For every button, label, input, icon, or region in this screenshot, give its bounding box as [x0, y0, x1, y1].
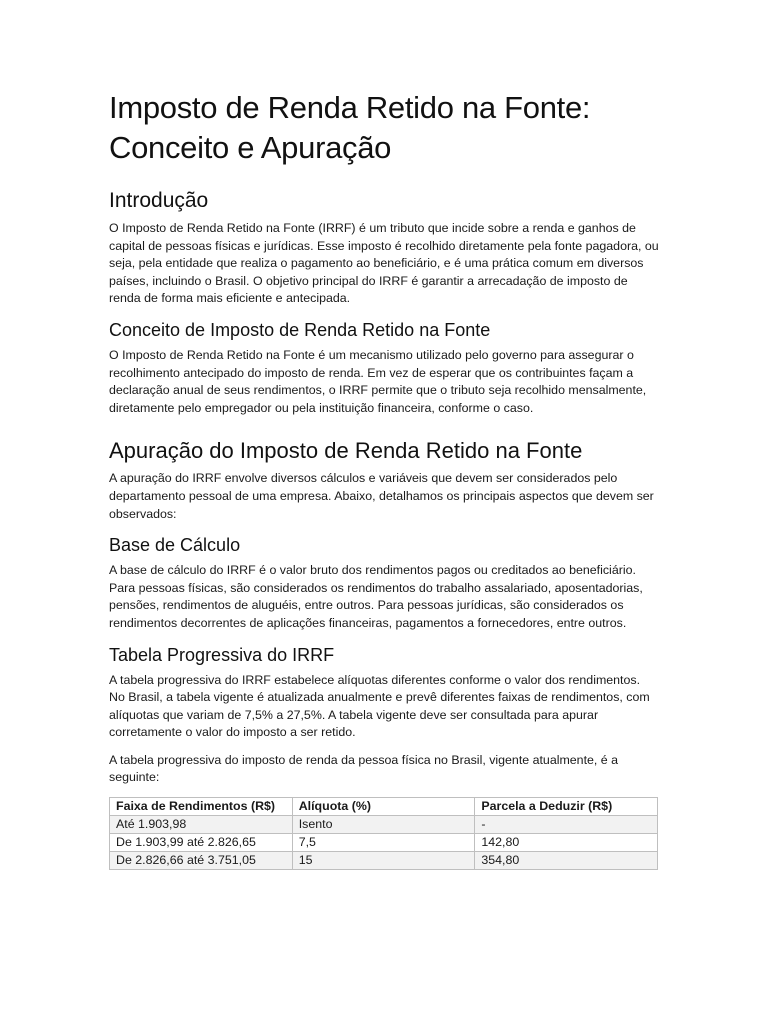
section-heading-introducao: Introdução [109, 189, 209, 212]
section-heading-base-calculo: Base de Cálculo [109, 535, 241, 556]
table-header-row [110, 798, 658, 816]
section-heading-conceito: Conceito de Imposto de Renda Retido na Fonte [109, 319, 491, 340]
paragraph: A tabela progressiva do imposto de renda da pessoa física no Brasil, vigente atualmente, é a seguinte: [109, 752, 619, 785]
section-heading-tabela: Tabela Progressiva do IRRF [109, 644, 335, 665]
table-row [110, 816, 658, 834]
document-title: Imposto de Renda Retido na Fonte: Conceito e Apuração [109, 90, 591, 165]
paragraph: O Imposto de Renda Retido na Fonte (IRRF) é um tributo que incide sobre a renda e ganhos de capital de pessoas físicas e jurídicas. Esse imposto é recolhido diretamente pela fonte pagadora, ou seja, pela entidade que realiza o pagamento ao beneficiário, e é uma prática comum em diversos países, incluindo o Brasil. O objetivo principal do IRRF é garantir a arrecadação de imposto de renda de forma mais eficiente e antecipada. [109, 221, 659, 306]
table-cell: 142,80 [475, 834, 658, 852]
table-header-cell: Parcela a Deduzir (R$) [475, 798, 658, 816]
paragraph: A apuração do IRRF envolve diversos cálculos e variáveis que devem ser considerados pelo departamento pessoal de uma empresa. Abaixo, detalhamos os principais aspectos que devem ser observados: [109, 471, 654, 521]
table-cell: De 1.903,99 até 2.826,65 [110, 834, 293, 852]
irrf-table [109, 797, 658, 870]
paragraph: O Imposto de Renda Retido na Fonte é um mecanismo utilizado pelo governo para assegurar o recolhimento antecipado do imposto de renda. Em vez de esperar que os contribuintes façam a declaração anual de seus rendimentos, o IRRF permite que o tributo seja recolhido mensalmente, diretamente pelo empregador ou pela instituição financeira, conforme o caso. [109, 347, 647, 415]
paragraph: A tabela progressiva do IRRF estabelece alíquotas diferentes conforme o valor dos rendimentos. No Brasil, a tabela vigente é atualizada anualmente e prevê diferentes faixas de rendimentos, com alíquotas que variam de 7,5% a 27,5%. A tabela vigente deve ser consultada para apurar corretamente o valor do imposto a ser retido. [109, 672, 650, 740]
table-cell: 7,5 [292, 834, 475, 852]
section-heading-apuracao: Apuração do Imposto de Renda Retido na Fonte [109, 438, 583, 464]
table-header-cell: Alíquota (%) [292, 798, 475, 816]
table-row [110, 834, 658, 852]
table-cell: Até 1.903,98 [110, 816, 293, 834]
table-cell: De 2.826,66 até 3.751,05 [110, 852, 293, 870]
table-cell: Isento [292, 816, 475, 834]
document-page [109, 88, 659, 870]
table-header-cell: Faixa de Rendimentos (R$) [110, 798, 293, 816]
table-row [110, 852, 658, 870]
table-cell: 15 [292, 852, 475, 870]
table-cell: - [475, 816, 658, 834]
table-cell: 354,80 [475, 852, 658, 870]
paragraph: A base de cálculo do IRRF é o valor bruto dos rendimentos pagos ou creditados ao beneficiário. Para pessoas físicas, são considerados os rendimentos do trabalho assalariado, aposentadorias, pensões, rendimentos de aluguéis, entre outros. Para pessoas jurídicas, são considerados os rendimentos decorrentes de aplicações financeiras, pagamentos a fornecedores, entre outros. [109, 563, 643, 630]
